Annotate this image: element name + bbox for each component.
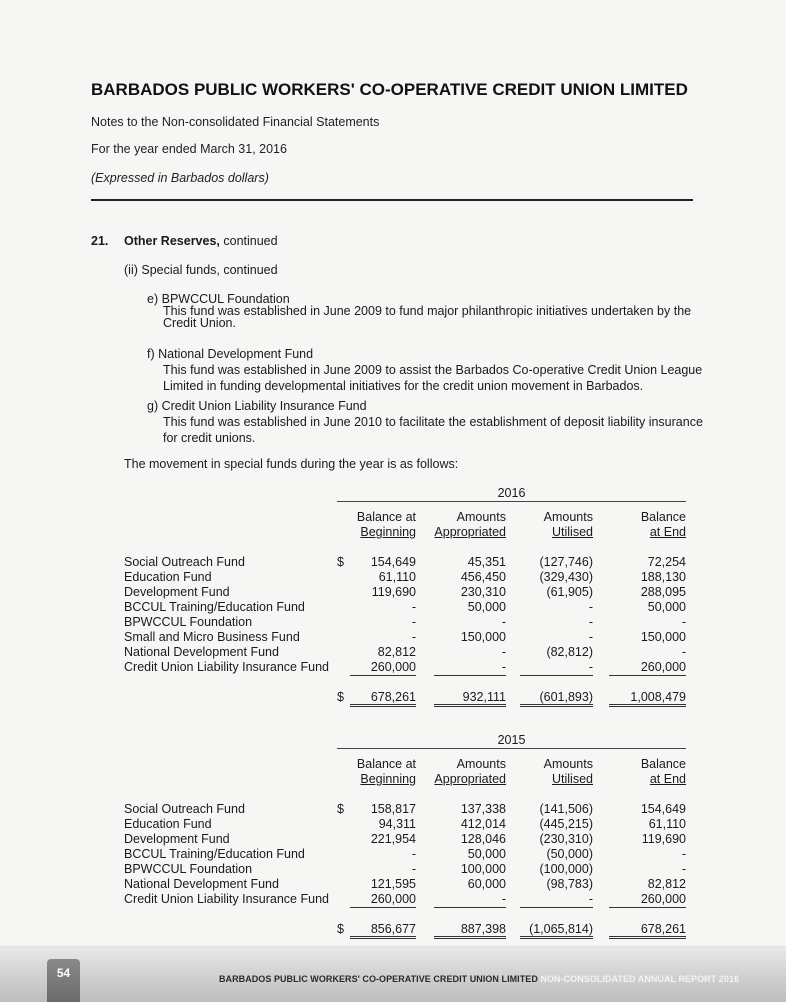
column-header <box>424 757 506 787</box>
amount-cell: (127,746) <box>539 555 593 569</box>
amount-cell: 50,000 <box>467 600 506 614</box>
column-header-line1: Balance <box>640 757 686 771</box>
reporting-period: For the year ended March 31, 2016 <box>91 142 287 156</box>
column-header <box>424 510 506 540</box>
amount-cell: (98,783) <box>546 877 593 891</box>
item-title: BPWCCUL Foundation <box>161 292 290 306</box>
column-header <box>524 757 593 787</box>
item-title: Credit Union Liability Insurance Fund <box>161 399 367 413</box>
column-header-line1: Amounts <box>456 510 506 524</box>
table-row <box>124 645 686 660</box>
column-header-line2 <box>424 525 506 540</box>
column-header-line1: Amounts <box>543 757 593 771</box>
column-header-underlined: Beginning <box>360 525 416 539</box>
column-header-line1: Balance <box>640 510 686 524</box>
subtotal-rule <box>520 660 593 676</box>
totals-row <box>124 690 686 705</box>
table-row <box>124 615 686 630</box>
amount-cell: (445,215) <box>539 817 593 831</box>
amount-cell: 121,595 <box>370 877 416 891</box>
item-marker: g) <box>147 399 159 413</box>
column-header-underlined: Utilised <box>552 772 593 786</box>
organization-title: BARBADOS PUBLIC WORKERS' CO-OPERATIVE CREDIT UNION LIMITED <box>91 80 688 99</box>
table-row <box>124 862 686 877</box>
section-title: (ii) Special funds, continued <box>124 263 278 277</box>
total-double-rule <box>350 690 416 707</box>
column-header-line2 <box>524 525 593 540</box>
amount-cell: 412,014 <box>460 817 506 831</box>
header-divider <box>91 199 693 201</box>
currency-symbol: $ <box>337 555 344 569</box>
total-cell: 678,261 <box>370 690 416 704</box>
fund-item-g <box>147 398 707 446</box>
amount-cell: 82,812 <box>647 877 686 891</box>
table-row <box>124 877 686 892</box>
table-row <box>124 892 686 907</box>
amount-cell: 82,812 <box>377 645 416 659</box>
amount-cell: - <box>588 600 593 614</box>
amount-cell: 119,690 <box>641 832 686 846</box>
amount-cell: 94,311 <box>378 817 416 831</box>
table-row <box>124 600 686 615</box>
amount-cell: - <box>588 892 593 906</box>
amount-cell: 128,046 <box>460 832 506 846</box>
amount-cell: (230,310) <box>539 832 593 846</box>
movement-intro: The movement in special funds during the year is as follows: <box>124 457 459 471</box>
table-row <box>124 817 686 832</box>
column-header <box>344 510 416 540</box>
column-header-line1: Balance at <box>356 510 416 524</box>
currency-note: (Expressed in Barbados dollars) <box>91 171 269 185</box>
amount-cell: 50,000 <box>467 847 506 861</box>
table-row <box>124 832 686 847</box>
amount-cell: 260,000 <box>640 660 686 674</box>
amount-cell: - <box>588 615 593 629</box>
amount-cell: (61,905) <box>546 585 593 599</box>
column-header-line1: Amounts <box>456 757 506 771</box>
subtotal-rule <box>609 660 686 676</box>
total-double-rule <box>434 690 506 707</box>
amount-cell: 60,000 <box>467 877 506 891</box>
column-header-underlined: Appropriated <box>434 525 506 539</box>
document-subtitle: Notes to the Non-consolidated Financial Statements <box>91 115 380 129</box>
amount-cell: 150,000 <box>640 630 686 644</box>
column-header <box>524 510 593 540</box>
page-number: 54 <box>47 959 80 1002</box>
fund-name: National Development Fund <box>124 645 279 659</box>
amount-cell: 260,000 <box>640 892 686 906</box>
note-number: 21. <box>91 234 109 248</box>
fund-name: National Development Fund <box>124 877 279 891</box>
amount-cell: 154,649 <box>640 802 686 816</box>
currency-symbol: $ <box>337 802 344 816</box>
amount-cell: 61,110 <box>378 570 416 584</box>
amount-cell: - <box>588 630 593 644</box>
total-cell: 1,008,479 <box>630 690 686 704</box>
total-double-rule <box>434 922 506 939</box>
amount-cell: - <box>681 847 686 861</box>
table-row <box>124 555 686 570</box>
subtotal-rule <box>520 892 593 908</box>
amount-cell: 230,310 <box>460 585 506 599</box>
total-double-rule <box>609 690 686 707</box>
fund-name: BCCUL Training/Education Fund <box>124 600 305 614</box>
fund-name: Credit Union Liability Insurance Fund <box>124 892 329 906</box>
item-marker: f) <box>147 347 155 361</box>
amount-cell: 188,130 <box>640 570 686 584</box>
table-row <box>124 802 686 817</box>
amount-cell: (82,812) <box>546 645 593 659</box>
column-header-line2 <box>344 525 416 540</box>
amount-cell: 221,954 <box>370 832 416 846</box>
column-header-underlined: Appropriated <box>434 772 506 786</box>
fund-name: Credit Union Liability Insurance Fund <box>124 660 329 674</box>
amount-cell: 100,000 <box>460 862 506 876</box>
fund-name: Small and Micro Business Fund <box>124 630 300 644</box>
fund-name: Development Fund <box>124 832 230 846</box>
fund-item-e <box>147 293 707 329</box>
total-cell: 678,261 <box>640 922 686 936</box>
fund-name: Education Fund <box>124 570 212 584</box>
fund-name: Social Outreach Fund <box>124 802 245 816</box>
year-header: 2016 <box>337 486 686 502</box>
amount-cell: 260,000 <box>370 892 416 906</box>
amount-cell: - <box>411 862 416 876</box>
fund-name: Social Outreach Fund <box>124 555 245 569</box>
column-header-line2 <box>604 772 686 787</box>
amount-cell: - <box>501 892 506 906</box>
total-cell: 887,398 <box>460 922 506 936</box>
amount-cell: 61,110 <box>648 817 686 831</box>
subtotal-rule <box>350 660 416 676</box>
column-header-underlined: at End <box>649 525 686 539</box>
total-double-rule <box>350 922 416 939</box>
column-header <box>344 757 416 787</box>
amount-cell: - <box>411 847 416 861</box>
fund-name: BCCUL Training/Education Fund <box>124 847 305 861</box>
column-header-line1: Amounts <box>543 510 593 524</box>
fund-item-f <box>147 346 707 394</box>
amount-cell: - <box>501 660 506 674</box>
total-cell: (601,893) <box>539 690 593 704</box>
table-row <box>124 630 686 645</box>
amount-cell: - <box>681 615 686 629</box>
page-footer <box>0 946 786 1002</box>
currency-symbol: $ <box>337 690 344 704</box>
item-description: This fund was established in June 2009 to assist the Barbados Co-operative Credit Union League Limited in funding developmental initiatives for the credit union movement in Barbados. <box>163 363 703 393</box>
footer-report-name: NON-CONSOLIDATED ANNUAL REPORT 2016 <box>537 974 740 984</box>
fund-name: BPWCCUL Foundation <box>124 615 253 629</box>
total-cell: 856,677 <box>370 922 416 936</box>
totals-row <box>124 922 686 937</box>
fund-name: BPWCCUL Foundation <box>124 862 253 876</box>
table-row <box>124 847 686 862</box>
amount-cell: 50,000 <box>647 600 686 614</box>
amount-cell: 137,338 <box>460 802 506 816</box>
amount-cell: - <box>681 862 686 876</box>
total-double-rule <box>520 922 593 939</box>
note-title <box>124 234 278 248</box>
fund-name: Education Fund <box>124 817 212 831</box>
table-row <box>124 585 686 600</box>
subtotal-rule <box>434 660 506 676</box>
amount-cell: - <box>501 615 506 629</box>
subtotal-rule <box>434 892 506 908</box>
amount-cell: - <box>411 600 416 614</box>
total-double-rule <box>609 922 686 939</box>
amount-cell: 154,649 <box>370 555 416 569</box>
footer-org-name: BARBADOS PUBLIC WORKERS' CO-OPERATIVE CREDIT UNION LIMITED <box>219 974 538 984</box>
amount-cell: (329,430) <box>539 570 593 584</box>
total-double-rule <box>520 690 593 707</box>
total-cell: 932,111 <box>462 690 506 704</box>
item-marker: e) <box>147 292 159 306</box>
footer-caption <box>219 974 739 984</box>
amount-cell: 288,095 <box>640 585 686 599</box>
amount-cell: - <box>501 645 506 659</box>
amount-cell: 45,351 <box>467 555 506 569</box>
fund-item-heading <box>147 398 707 414</box>
item-description: This fund was established in June 2009 to fund major philanthropic initiatives undertaken by the Credit Union. <box>163 304 692 330</box>
note-title-suffix: continued <box>219 234 278 248</box>
fund-name: Development Fund <box>124 585 230 599</box>
fund-item-heading <box>147 346 707 362</box>
amount-cell: 150,000 <box>460 630 506 644</box>
column-header-underlined: at End <box>649 772 686 786</box>
amount-cell: 158,817 <box>370 802 416 816</box>
subtotal-rule <box>609 892 686 908</box>
table-row <box>124 570 686 585</box>
amount-cell: (50,000) <box>546 847 593 861</box>
amount-cell: - <box>681 645 686 659</box>
column-header-line2 <box>524 772 593 787</box>
column-header-underlined: Utilised <box>552 525 593 539</box>
year-header: 2015 <box>337 733 686 749</box>
column-header <box>604 757 686 787</box>
amount-cell: 72,254 <box>647 555 686 569</box>
currency-symbol: $ <box>337 922 344 936</box>
amount-cell: - <box>411 615 416 629</box>
column-header-line2 <box>424 772 506 787</box>
amount-cell: (141,506) <box>539 802 593 816</box>
amount-cell: (100,000) <box>539 862 593 876</box>
note-title-bold: Other Reserves, <box>124 234 220 248</box>
column-header-underlined: Beginning <box>360 772 416 786</box>
item-title: National Development Fund <box>158 347 314 361</box>
column-header-line2 <box>344 772 416 787</box>
item-description: This fund was established in June 2010 to facilitate the establishment of deposit liability insurance for credit unions. <box>163 415 703 445</box>
amount-cell: 119,690 <box>371 585 416 599</box>
column-header-line1: Balance at <box>356 757 416 771</box>
subtotal-rule <box>350 892 416 908</box>
amount-cell: 456,450 <box>460 570 506 584</box>
column-header-line2 <box>604 525 686 540</box>
total-cell: (1,065,814) <box>529 922 593 936</box>
column-header <box>604 510 686 540</box>
amount-cell: - <box>588 660 593 674</box>
amount-cell: 260,000 <box>370 660 416 674</box>
table-row <box>124 660 686 675</box>
amount-cell: - <box>411 630 416 644</box>
